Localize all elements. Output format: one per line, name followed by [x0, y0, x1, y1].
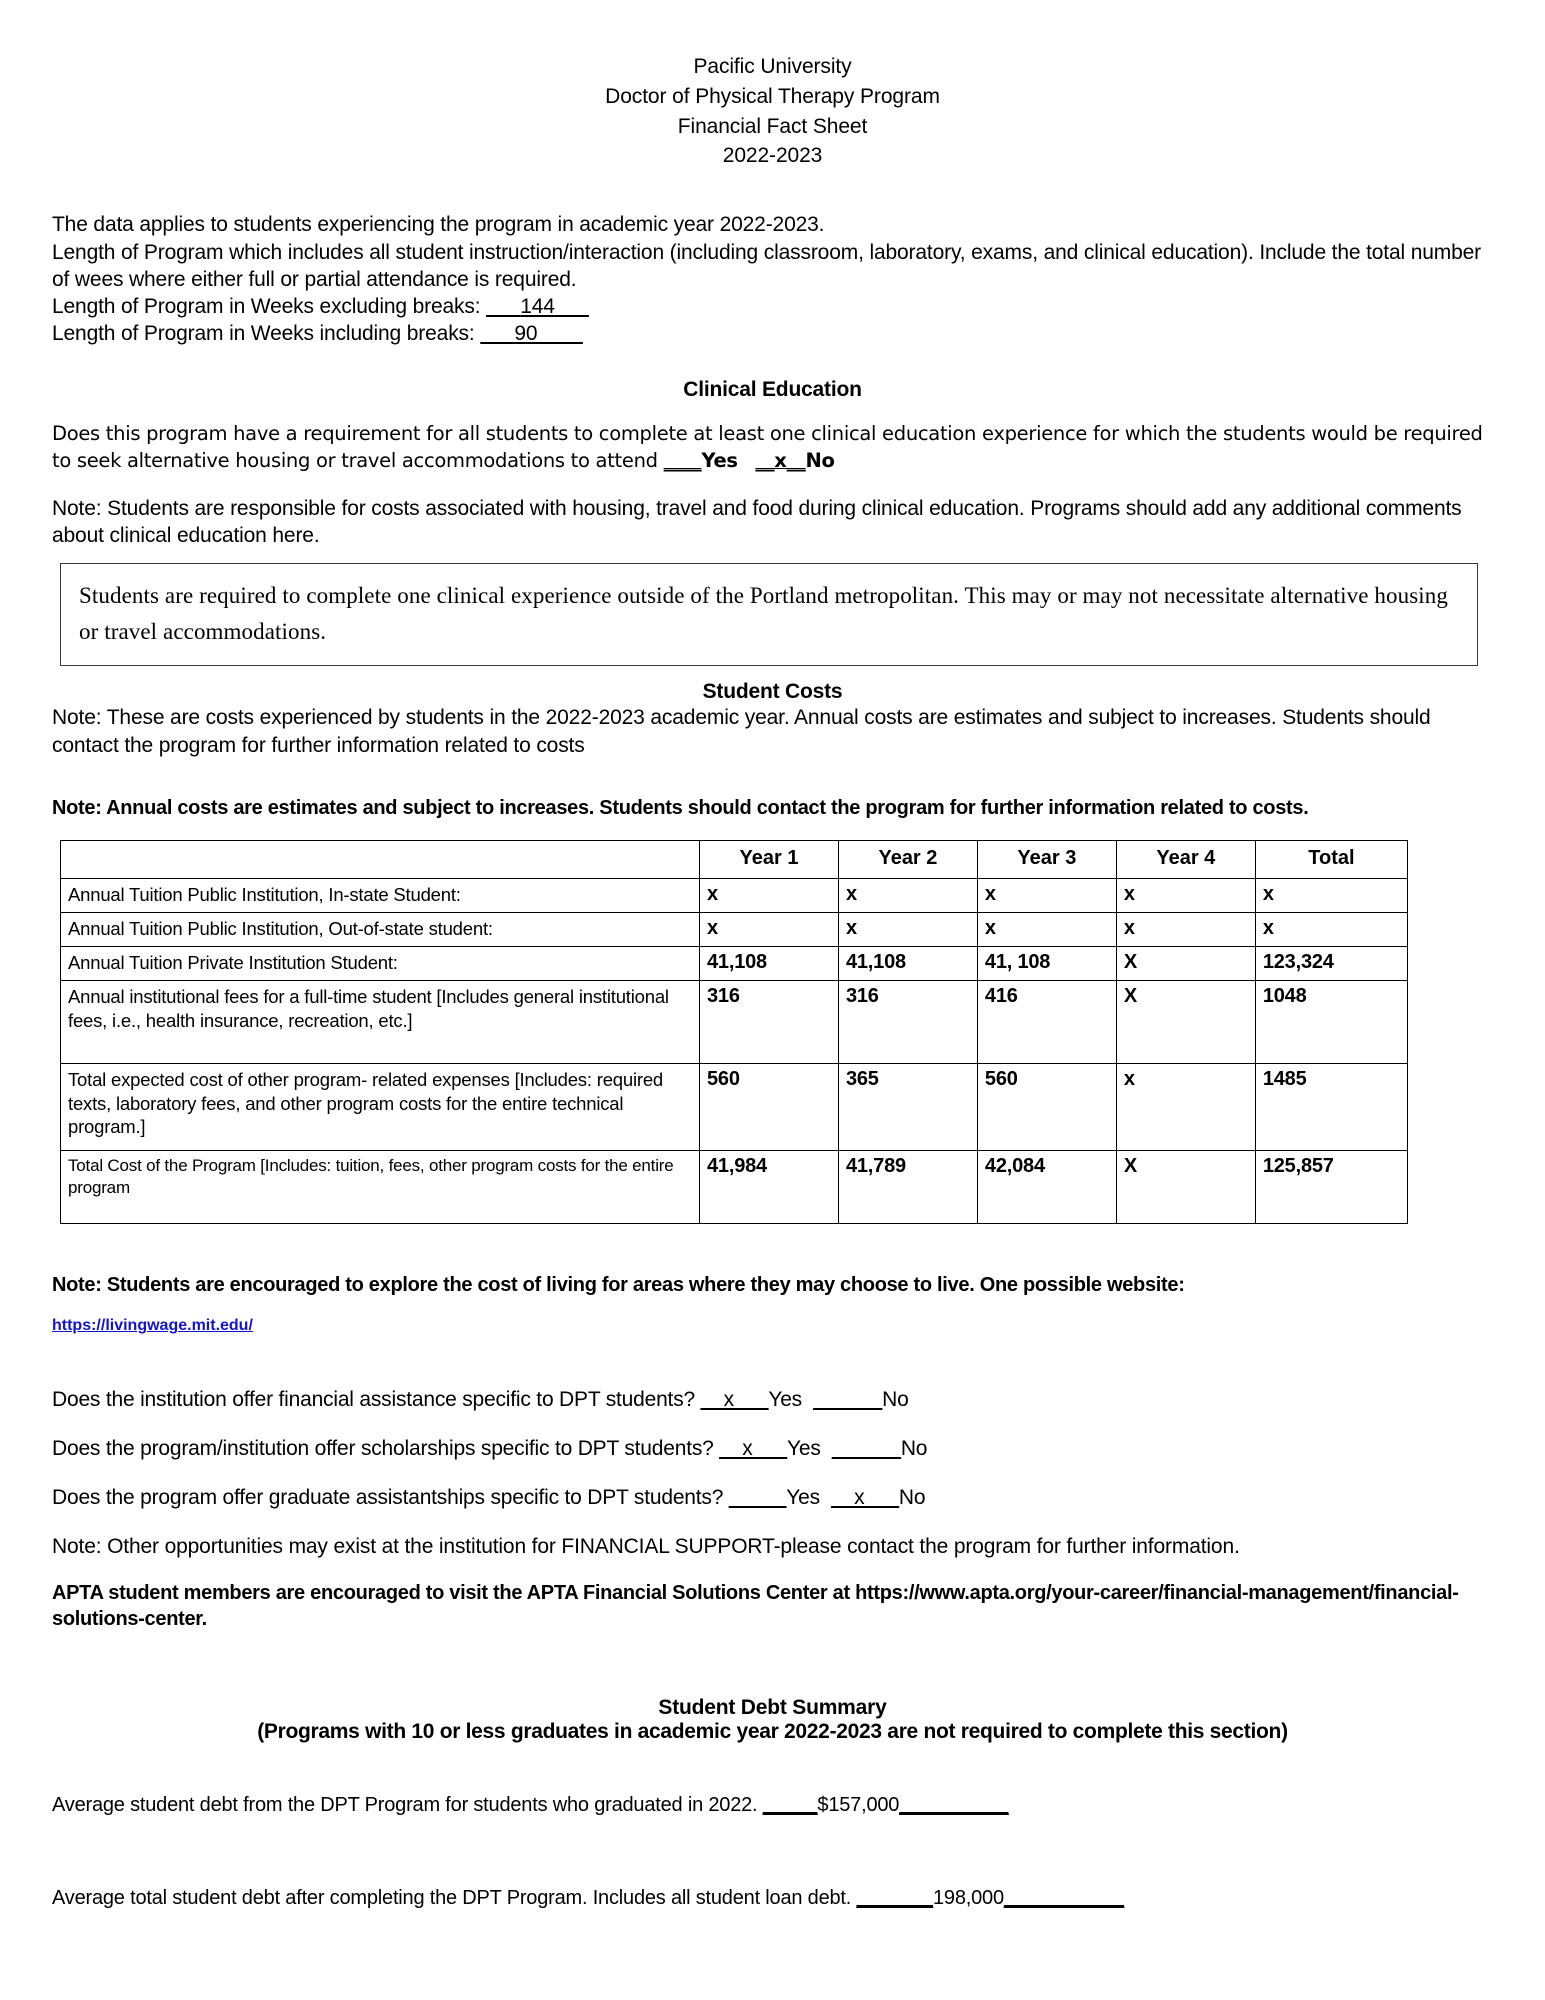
question-1-yes-label: Yes [768, 1388, 802, 1412]
student-costs-note-2: Note: Annual costs are estimates and subject to increases. Students should contact the program for further information related to costs. [52, 797, 1309, 820]
table-col-year-2: Year 2 [838, 841, 977, 879]
clinical-education-question-text: Does this program have a requirement for all students to complete at least one clinical education experience for which the students would be required to seek alternative housing or travel accommodations to attend [52, 422, 1483, 473]
row-value-year-3: x [977, 879, 1116, 913]
question-2-no-label: No [900, 1437, 928, 1461]
header-doc-type: Financial Fact Sheet [677, 114, 868, 138]
average-student-debt-label: Average student debt from the DPT Program for students who graduated in 2022. [52, 1794, 758, 1817]
intro-section [52, 211, 1493, 347]
average-total-debt-line [52, 1887, 1493, 1910]
document-header [52, 52, 1493, 171]
student-costs-section [52, 680, 1493, 1224]
weeks-including-breaks-fill [480, 322, 514, 345]
student-costs-table [60, 840, 1408, 1224]
weeks-excluding-breaks-line [52, 293, 1493, 320]
question-2-no-mark: ______ [831, 1437, 901, 1461]
row-value-year-1: 41,984 [700, 1151, 839, 1224]
row-value-year-1: 316 [700, 981, 839, 1064]
weeks-including-breaks-line [52, 320, 1493, 347]
row-value-year-3: x [977, 913, 1116, 947]
clinical-education-comment-text: Students are required to complete one clinical experience outside of the Portland metropolitan. This may or may not necessitate alternative housing or travel accommodations. [79, 583, 1448, 644]
apta-note: APTA student members are encouraged to visit the APTA Financial Solutions Center at https://www.apta.org/your-career/financial-management/financial-solutions-center. [52, 1582, 1459, 1631]
clinical-education-no-label: No [805, 449, 835, 473]
table-row [61, 947, 1408, 981]
weeks-excluding-breaks-value: 144 [520, 295, 555, 319]
row-value-year-2: 41,789 [838, 1151, 977, 1224]
header-university: Pacific University [693, 55, 852, 78]
financial-support-note: Note: Other opportunities may exist at the institution for FINANCIAL SUPPORT-please contact the program for further information. [52, 1535, 1240, 1559]
row-label: Annual Tuition Public Institution, In-state Student: [61, 879, 700, 913]
weeks-including-breaks-value: 90 [514, 322, 538, 346]
header-academic-year: 2022-2023 [722, 144, 823, 168]
row-value-year-2: 365 [838, 1064, 977, 1151]
clinical-education-no-mark: __x__ [755, 449, 806, 473]
student-costs-heading: Student Costs [702, 680, 843, 704]
row-value-total: 125,857 [1255, 1151, 1407, 1224]
question-1-no-mark: ______ [813, 1388, 883, 1412]
average-total-debt-label: Average total student debt after completing the DPT Program. Includes all student loan debt. [52, 1887, 852, 1910]
row-value-year-1: x [700, 879, 839, 913]
average-student-debt-fill-before: _____ [762, 1794, 818, 1817]
row-label: Annual Tuition Private Institution Student: [61, 947, 700, 981]
weeks-excluding-breaks-fill-after [555, 295, 589, 318]
clinical-education-section [52, 378, 1493, 667]
row-value-total: 123,324 [1255, 947, 1407, 981]
row-value-year-3: 560 [977, 1064, 1116, 1151]
row-value-year-2: 41,108 [838, 947, 977, 981]
row-value-year-1: x [700, 913, 839, 947]
table-col-year-1: Year 1 [700, 841, 839, 879]
average-student-debt-fill-after: __________ [899, 1794, 1009, 1817]
question-3-no-label: No [898, 1486, 926, 1510]
row-value-year-4: X [1116, 981, 1255, 1064]
clinical-education-question [52, 421, 1493, 475]
row-value-year-3: 41, 108 [977, 947, 1116, 981]
row-value-total: 1485 [1255, 1064, 1407, 1151]
question-1-no-label: No [882, 1388, 909, 1412]
question-3-yes-mark: _____ [728, 1486, 787, 1510]
student-debt-summary-section [52, 1696, 1493, 1910]
row-value-year-3: 42,084 [977, 1151, 1116, 1224]
financial-assistance-question-3 [52, 1484, 1493, 1512]
row-value-total: x [1255, 913, 1407, 947]
question-1-text: Does the institution offer financial assistance specific to DPT students? [52, 1388, 695, 1412]
debt-summary-heading: Student Debt Summary [658, 1696, 887, 1720]
weeks-including-breaks-fill-after [537, 322, 582, 345]
header-program: Doctor of Physical Therapy Program [605, 84, 940, 108]
table-row [61, 981, 1408, 1064]
table-row [61, 879, 1408, 913]
debt-summary-subheading: (Programs with 10 or less graduates in academic year 2022-2023 are not required to complete this section) [257, 1720, 1288, 1744]
question-1-yes-mark: __x___ [700, 1388, 769, 1412]
row-label: Total Cost of the Program [Includes: tuition, fees, other program costs for the entire program [61, 1151, 700, 1224]
row-value-year-4: x [1116, 913, 1255, 947]
table-row [61, 913, 1408, 947]
clinical-education-comment-box [60, 563, 1478, 666]
row-value-year-3: 416 [977, 981, 1116, 1064]
weeks-excluding-breaks-label: Length of Program in Weeks excluding breaks: [52, 295, 481, 319]
clinical-education-yes-label: Yes [701, 449, 738, 473]
row-value-total: x [1255, 879, 1407, 913]
table-row [61, 1151, 1408, 1224]
row-label: Annual Tuition Public Institution, Out-of-state student: [61, 913, 700, 947]
average-student-debt-value: $157,000 [817, 1794, 900, 1817]
financial-assistance-question-2 [52, 1435, 1493, 1463]
table-col-total: Total [1255, 841, 1407, 879]
row-value-year-2: 316 [838, 981, 977, 1064]
question-3-text: Does the program offer graduate assistantships specific to DPT students? [52, 1486, 724, 1510]
row-value-year-2: x [838, 879, 977, 913]
table-col-blank [61, 841, 700, 879]
average-student-debt-line [52, 1794, 1493, 1817]
row-value-year-2: x [838, 913, 977, 947]
row-value-year-1: 41,108 [700, 947, 839, 981]
cost-of-living-section [52, 1274, 1493, 1335]
average-total-debt-fill-before: _______ [856, 1887, 933, 1910]
table-col-year-4: Year 4 [1116, 841, 1255, 879]
average-total-debt-value: 198,000 [932, 1887, 1004, 1910]
clinical-education-heading: Clinical Education [683, 377, 862, 401]
row-value-year-4: X [1116, 947, 1255, 981]
question-2-yes-label: Yes [786, 1437, 821, 1461]
table-row [61, 1064, 1408, 1151]
weeks-excluding-breaks-fill [486, 295, 520, 318]
student-costs-note-1: Note: These are costs experienced by students in the 2022-2023 academic year. Annual costs are estimates and subject to increases. Students should contact the program for further information related to costs [52, 706, 1431, 757]
cost-of-living-note: Note: Students are encouraged to explore the cost of living for areas where they may choose to live. One possible website: [52, 1274, 1185, 1297]
question-2-text: Does the program/institution offer scholarships specific to DPT students? [52, 1437, 714, 1461]
table-col-year-3: Year 3 [977, 841, 1116, 879]
question-2-yes-mark: __x___ [719, 1437, 787, 1461]
row-label: Total expected cost of other program- related expenses [Includes: required texts, laboratory fees, and other program costs for the entire technical program.] [61, 1064, 700, 1151]
question-3-no-mark: __x___ [831, 1486, 899, 1510]
question-3-yes-label: Yes [786, 1486, 820, 1510]
row-value-year-4: x [1116, 879, 1255, 913]
intro-line-1: The data applies to students experiencing the program in academic year 2022-2023. [52, 213, 825, 237]
table-header-row [61, 841, 1408, 879]
row-value-year-4: x [1116, 1064, 1255, 1151]
financial-assistance-question-1 [52, 1386, 1493, 1414]
row-value-year-1: 560 [700, 1064, 839, 1151]
row-label: Annual institutional fees for a full-time student [Includes general institutional fees, i.e., health insurance, recreation, etc.] [61, 981, 700, 1064]
intro-line-2: Length of Program which includes all student instruction/interaction (including classroom, laboratory, exams, and clinical education). Include the total number of wees where either full or partial attendance is required. [52, 240, 1482, 291]
clinical-education-note: Note: Students are responsible for costs associated with housing, travel and food during clinical education. Programs should add any additional comments about clinical education here. [52, 496, 1462, 547]
weeks-including-breaks-label: Length of Program in Weeks including breaks: [52, 322, 475, 346]
average-total-debt-fill-after: ___________ [1003, 1887, 1125, 1910]
clinical-education-yes-mark: ____ [663, 449, 702, 473]
row-value-year-4: X [1116, 1151, 1255, 1224]
livingwage-link[interactable]: https://livingwage.mit.edu/ [52, 1317, 253, 1335]
financial-assistance-section [52, 1386, 1493, 1632]
row-value-total: 1048 [1255, 981, 1407, 1064]
